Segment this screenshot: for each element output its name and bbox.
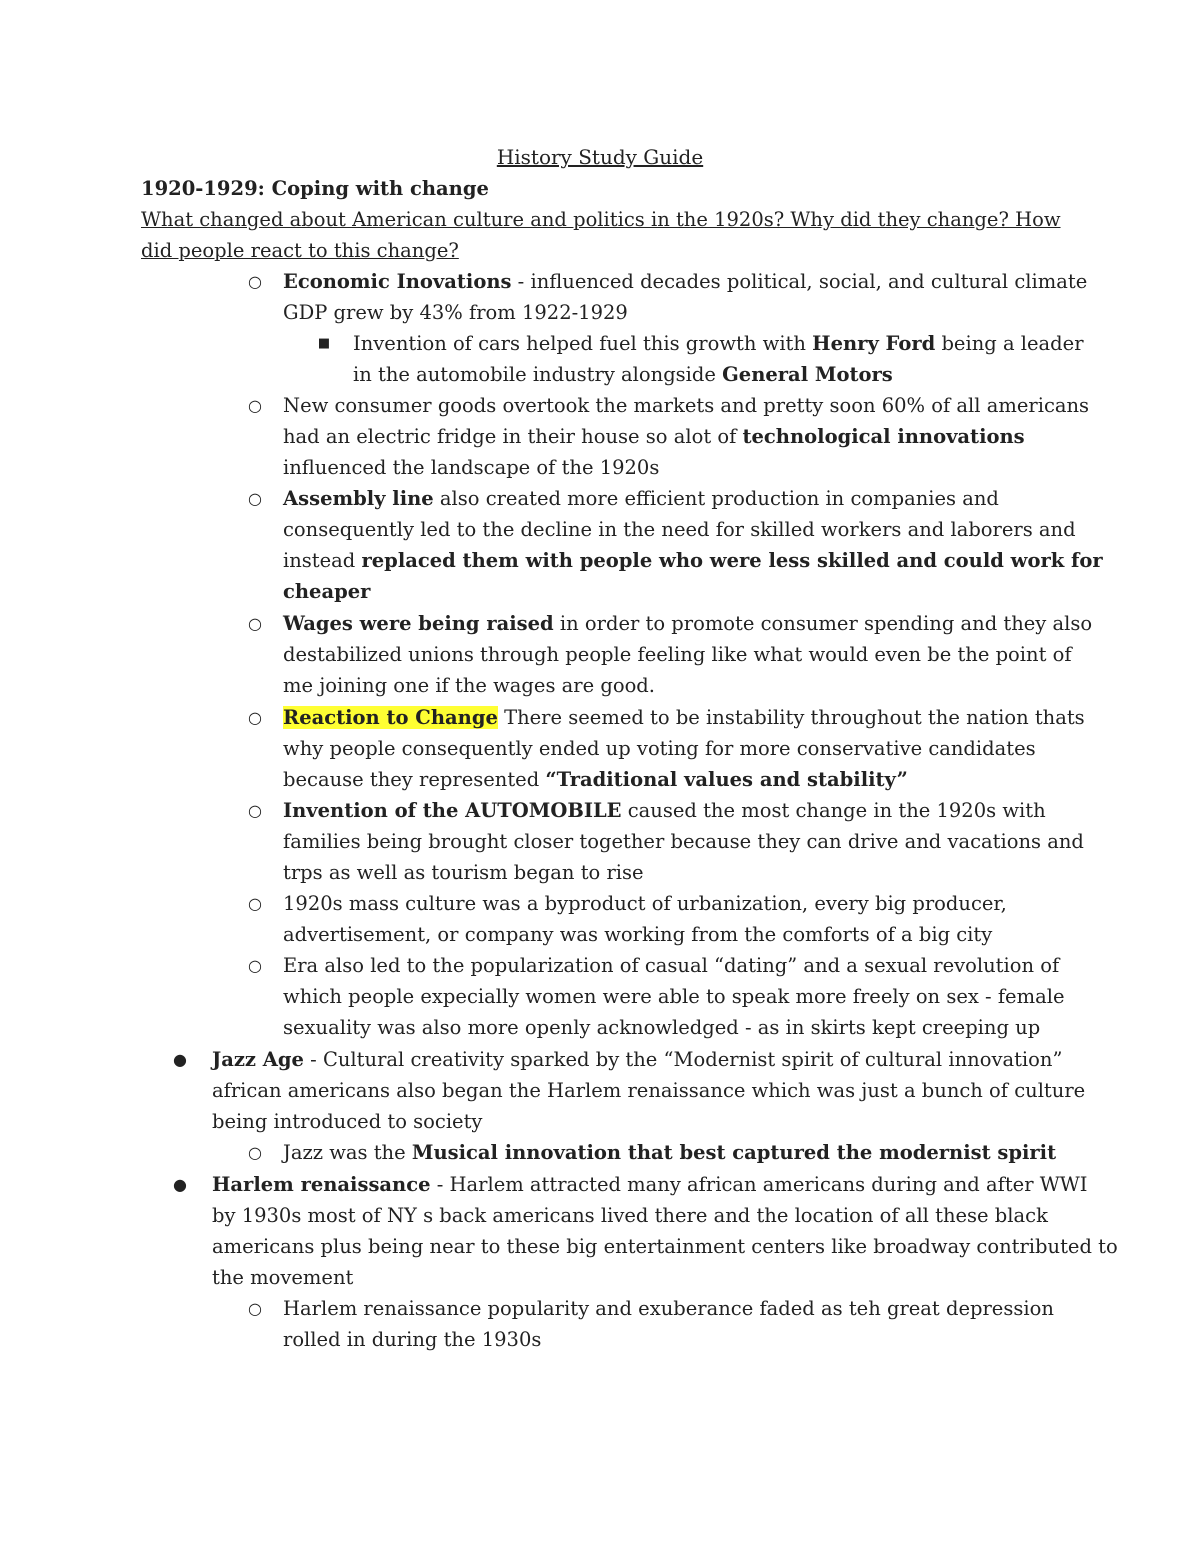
list-item-line: advertisement, or company was working from the comforts of a big city xyxy=(283,923,993,946)
list-item-line: cheaper xyxy=(283,580,371,603)
list-item-jazz-age xyxy=(173,1044,1086,1137)
list-item-line: Assembly line also created more efficient production in companies and xyxy=(283,487,999,510)
list-item-mass-culture xyxy=(248,888,1007,950)
hollow-circle-bullet-icon: ○ xyxy=(248,489,262,508)
list-item-line: Harlem renaissance - Harlem attracted many african americans during and after WWI xyxy=(212,1173,1088,1196)
hollow-circle-bullet-icon: ○ xyxy=(248,614,262,633)
hollow-circle-bullet-icon: ○ xyxy=(248,894,262,913)
hollow-circle-bullet-icon: ○ xyxy=(248,396,262,415)
list-item-line: me joining one if the wages are good. xyxy=(283,674,655,697)
list-item-line: americans plus being near to these big entertainment centers like broadway contributed to xyxy=(212,1235,1118,1258)
list-item-jazz-modernist xyxy=(248,1137,1057,1168)
document-title: History Study Guide xyxy=(496,145,704,169)
hollow-circle-bullet-icon: ○ xyxy=(248,708,262,727)
hollow-circle-bullet-icon: ○ xyxy=(248,1143,262,1162)
list-item-assembly-line xyxy=(248,483,1103,607)
list-item-line: Invention of the AUTOMOBILE caused the most change in the 1920s with xyxy=(283,799,1046,822)
list-item-line: had an electric fridge in their house so alot of technological innovations xyxy=(283,425,1025,448)
section-question: What changed about American culture and politics in the 1920s? Why did they change? How did people react to this change? xyxy=(141,208,1061,262)
list-item-line: rolled in during the 1930s xyxy=(283,1328,542,1351)
list-item-line: why people consequently ended up voting for more conservative candidates xyxy=(283,737,1036,760)
list-item-line: sexuality was also more openly acknowledged - as in skirts kept creeping up xyxy=(283,1016,1041,1039)
section-heading: 1920-1929: Coping with change xyxy=(141,177,489,200)
list-item-line: consequently led to the decline in the need for skilled workers and laborers and xyxy=(283,518,1076,541)
list-item-reaction-to-change xyxy=(248,702,1085,795)
list-item-line: because they represented “Traditional values and stability” xyxy=(283,768,908,791)
list-item-line: trps as well as tourism began to rise xyxy=(283,861,644,884)
list-item-line: by 1930s most of NY s back americans lived there and the location of all these black xyxy=(212,1204,1048,1227)
list-item-line: Economic Inovations - influenced decades political, social, and cultural climate xyxy=(283,270,1088,293)
list-item-consumer-goods xyxy=(248,390,1090,483)
list-item-line: being introduced to society xyxy=(212,1110,483,1133)
hollow-circle-bullet-icon: ○ xyxy=(248,801,262,820)
list-item-line: Harlem renaissance popularity and exuberance faded as teh great depression xyxy=(283,1297,1054,1320)
hollow-circle-bullet-icon: ○ xyxy=(248,1299,262,1318)
list-item-cars xyxy=(317,328,1084,390)
list-item-line: which people expecially women were able to speak more freely on sex - female xyxy=(283,985,1065,1008)
square-bullet-icon: ■ xyxy=(317,336,331,351)
list-item-automobile xyxy=(248,795,1084,888)
list-item-line: GDP grew by 43% from 1922-1929 xyxy=(283,301,628,324)
list-item-harlem-decline xyxy=(248,1293,1054,1355)
filled-circle-bullet-icon: ● xyxy=(173,1050,187,1069)
list-item-line: destabilized unions through people feeling like what would even be the point of xyxy=(283,643,1072,666)
list-item-line: New consumer goods overtook the markets and pretty soon 60% of all americans xyxy=(283,394,1090,417)
list-item-line: the movement xyxy=(212,1266,354,1289)
list-item-economic xyxy=(248,266,1088,328)
list-item-line: Jazz Age - Cultural creativity sparked by the “Modernist spirit of cultural innovation” xyxy=(212,1048,1063,1071)
list-item-dating xyxy=(248,950,1065,1043)
list-item-line: families being brought closer together because they can drive and vacations and xyxy=(283,830,1084,853)
highlighted-text: Reaction to Change xyxy=(283,706,498,729)
list-item-line: in the automobile industry alongside General Motors xyxy=(353,363,893,386)
list-item-line: Reaction to Change There seemed to be instability throughout the nation thats xyxy=(283,706,1085,729)
list-item-wages xyxy=(248,608,1093,701)
list-item-line: Era also led to the popularization of casual “dating” and a sexual revolution of xyxy=(283,954,1060,977)
list-item-line: instead replaced them with people who were less skilled and could work for xyxy=(283,549,1103,572)
list-item-line: Wages were being raised in order to promote consumer spending and they also xyxy=(283,612,1093,635)
list-item-line: african americans also began the Harlem renaissance which was just a bunch of culture xyxy=(212,1079,1086,1102)
hollow-circle-bullet-icon: ○ xyxy=(248,272,262,291)
hollow-circle-bullet-icon: ○ xyxy=(248,956,262,975)
filled-circle-bullet-icon: ● xyxy=(173,1175,187,1194)
list-item-line: influenced the landscape of the 1920s xyxy=(283,456,660,479)
list-item-line: 1920s mass culture was a byproduct of urbanization, every big producer, xyxy=(283,892,1007,915)
list-item-line: Invention of cars helped fuel this growth with Henry Ford being a leader xyxy=(353,332,1084,355)
list-item-harlem-renaissance xyxy=(173,1169,1118,1293)
list-item-line: Jazz was the Musical innovation that best captured the modernist spirit xyxy=(283,1141,1057,1164)
